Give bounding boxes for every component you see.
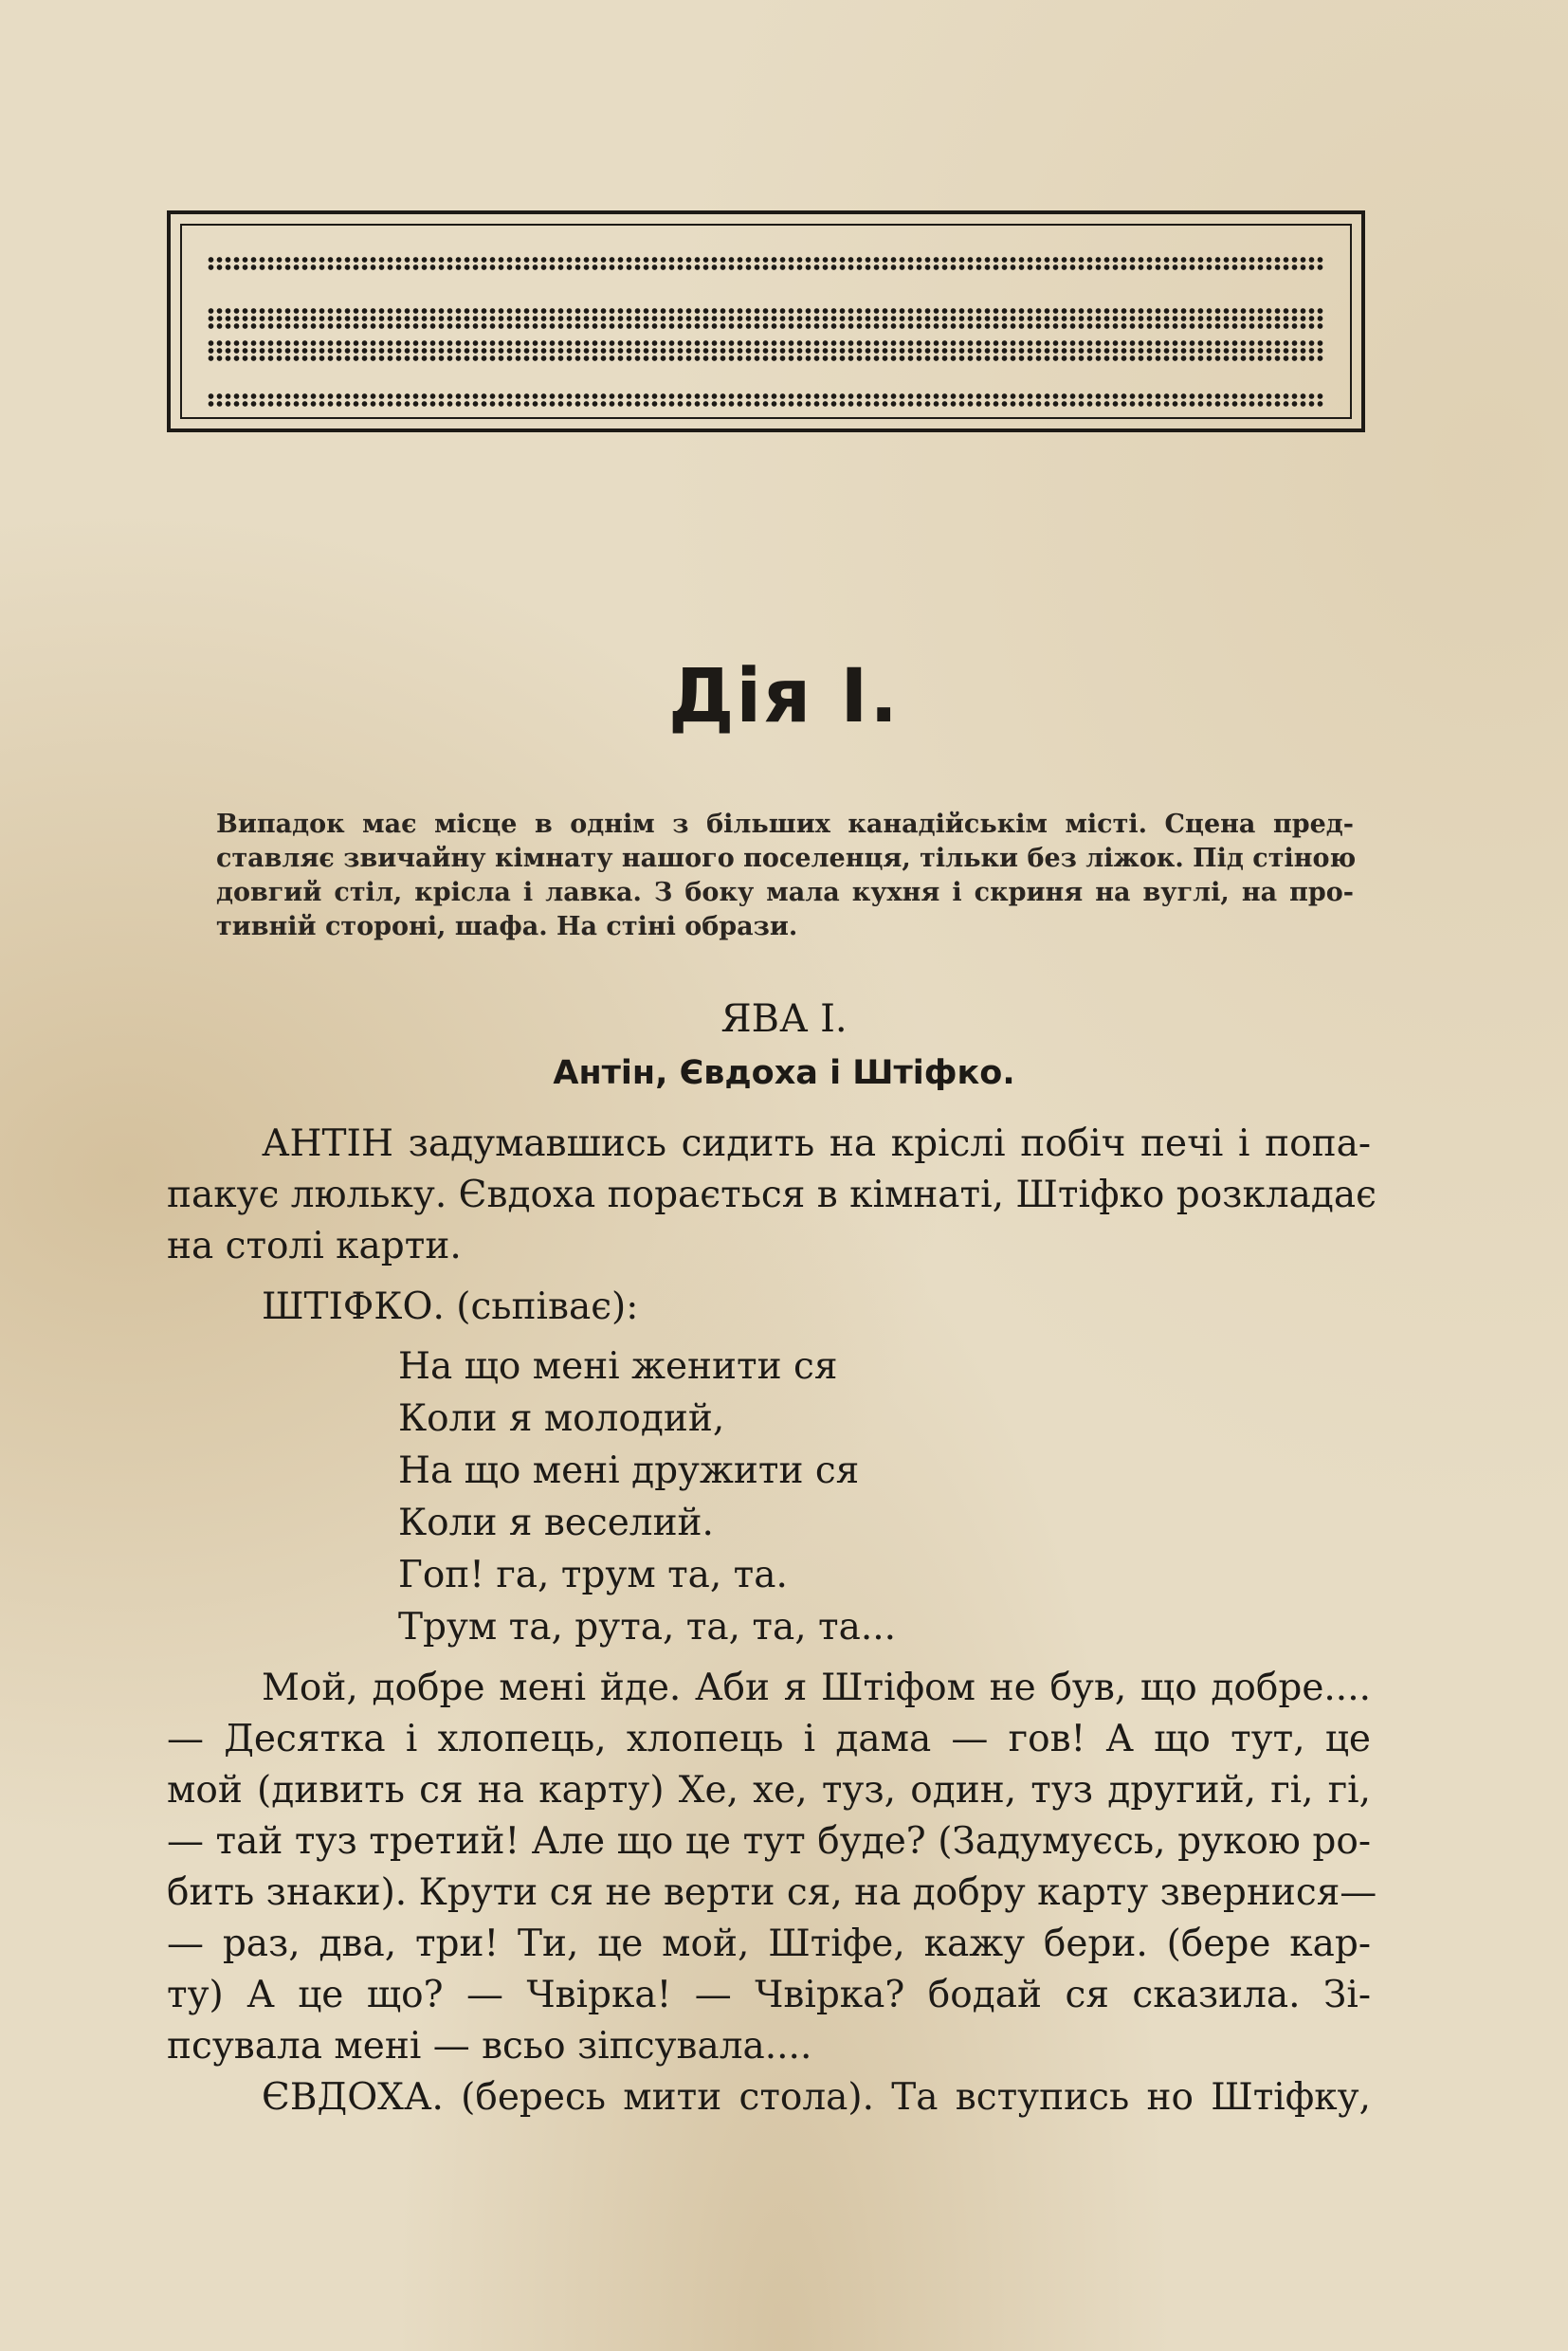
- text-line: пакує люльку. Євдоха порається в кімнаті, Штіфко розкладає: [167, 1174, 1377, 1216]
- ornament-inner-border: [180, 224, 1352, 419]
- act-title: Дія I.: [667, 654, 901, 739]
- text-line: — Десятка і хлопець, хлопець і дама — гов! А що тут, це: [167, 1718, 1371, 1760]
- text-line: Мой, добре мені йде. Аби я Штіфом не був, що добре....: [262, 1667, 1371, 1709]
- song-line: На що мені дружити ся: [398, 1449, 860, 1492]
- song-line: Коли я молодий,: [398, 1397, 725, 1440]
- song-verse: [398, 1340, 896, 1653]
- scene-characters: Антін, Євдоха і Штіфко.: [553, 1054, 1015, 1092]
- song-line: На що мені женити ся: [398, 1345, 838, 1388]
- text-line: мой (дивить ся на карту) Хе, хе, туз, один, туз другий, гі, гі,: [167, 1769, 1371, 1812]
- text-line: ту) А це що? — Чвірка! — Чвірка? бодай ся сказила. Зі-: [167, 1974, 1371, 2016]
- song-line: Трум та, рута, та, та, та...: [398, 1606, 897, 1649]
- stage-description-line: довгий стіл, крісла і лавка. З боку мала кухня і скриня на вуглі, на про-: [216, 878, 1354, 907]
- speaker-line: ШТІФКО. (сьпіває):: [262, 1285, 639, 1328]
- ornamental-header-box: [167, 210, 1365, 432]
- stage-description-line: тивній стороні, шафа. На стіні образи.: [216, 912, 798, 941]
- paragraph-stage-direction: [167, 1119, 1377, 1272]
- ornament-dot-row: [207, 256, 1325, 271]
- text-line: АНТІН задумавшись сидить на кріслі побіч печі і попа-: [262, 1122, 1371, 1165]
- stage-description: [216, 808, 1357, 944]
- text-line: на столі карти.: [167, 1225, 462, 1267]
- song-line: Гоп! га, трум та, та.: [398, 1554, 788, 1596]
- ornament-dot-row: [207, 307, 1325, 330]
- text-line: — тай туз третий! Але що це тут буде? (Задумуєсь, рукою ро-: [167, 1820, 1371, 1863]
- ornament-dot-row: [207, 392, 1325, 408]
- scene-title: ЯВА I.: [720, 997, 848, 1041]
- stage-description-line: ставляє звичайну кімнату нашого поселенця, тільки без ліжок. Під стіною: [216, 844, 1357, 873]
- text-line: — раз, два, три! Ти, це мой, Штіфе, кажу бери. (бере кар-: [167, 1923, 1371, 1965]
- stage-description-line: Випадок має місце в однім з більших канадійськім місті. Сцена пред-: [216, 810, 1354, 839]
- paragraph-dialogue: [167, 1663, 1377, 2123]
- text-line: ЄВДОХА. (береcь мити стола). Та вступись но Штіфку,: [262, 2076, 1371, 2119]
- text-line: бить знаки). Крути ся не верти ся, на добру карту звернися—: [167, 1871, 1377, 1914]
- song-line: Коли я веселий.: [398, 1502, 714, 1544]
- text-line: псувала мені — всьо зіпсувала....: [167, 2025, 812, 2068]
- ornament-dot-row: [207, 339, 1325, 362]
